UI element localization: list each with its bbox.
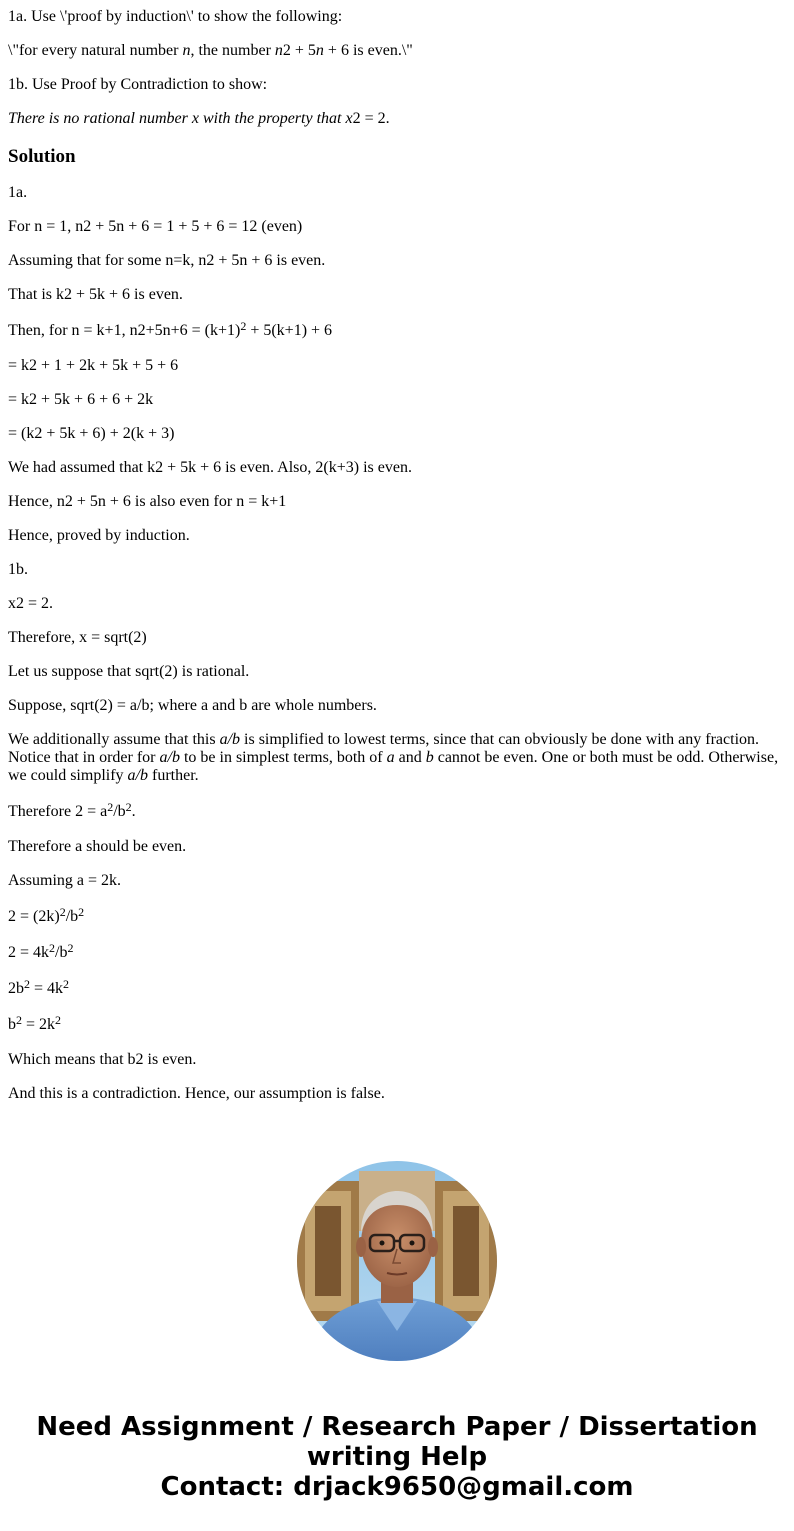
footer-contact-email: Contact: drjack9650@gmail.com xyxy=(160,1472,634,1502)
part-a-line: Then, for n = k+1, $n2+5n+6 = (k+1)^2 + 5(k+1) + 6$ xyxy=(8,319,333,339)
part-b-paragraph: We additionally assume that this a/b is simplified to lowest terms, since that can obviously be done with any fraction. Notice that in order for a/b to be in simplest terms, both of a and b cannot be even. One or both must be odd. Otherwise, we could simplify a/b further. xyxy=(8,731,779,784)
part-b-line: Let us suppose that sqrt(2) is rational. xyxy=(8,663,250,680)
author-portrait-image xyxy=(297,1161,497,1361)
part-b-line: $2 = 4k^2/b^2$ xyxy=(8,941,74,961)
part-b-line: Assuming a = 2k. xyxy=(8,872,122,889)
part-a-line: Assuming that for some n=k, n2 + 5n + 6 is even. xyxy=(8,252,326,269)
part-a-line: = k2 + 5k + 6 + 6 + 2k xyxy=(8,391,154,408)
part-b-line: Suppose, sqrt(2) = a/b; where a and b are whole numbers. xyxy=(8,697,377,714)
part-a-line: Hence, n2 + 5n + 6 is also even for n = k+1 xyxy=(8,493,287,510)
part-b-label: 1b. xyxy=(8,561,28,578)
part-a-line: Hence, proved by induction. xyxy=(8,527,190,544)
question-1b-statement: There is no rational number x with the property that x2 = 2. xyxy=(8,110,390,127)
part-a-line: For n = 1, n2 + 5n + 6 = 1 + 5 + 6 = 12 (even) xyxy=(8,218,303,235)
part-a-line: That is k2 + 5k + 6 is even. xyxy=(8,286,183,303)
part-b-line: Therefore a should be even. xyxy=(8,838,187,855)
part-a-line: We had assumed that k2 + 5k + 6 is even. Also, 2(k+3) is even. xyxy=(8,459,412,476)
question-1a-intro: 1a. Use \'proof by induction\' to show the following: xyxy=(8,8,343,25)
footer-line: Need Assignment / Research Paper / Dissertation xyxy=(36,1412,758,1442)
author-photo xyxy=(297,1161,497,1361)
document-body xyxy=(0,8,794,1103)
question-1b-intro: 1b. Use Proof by Contradiction to show: xyxy=(8,76,268,93)
question-1a-statement: \"for every natural number n, the number n2 + 5n + 6 is even.\" xyxy=(8,42,413,59)
part-b-line: Therefore $2 = a^2/b^2$. xyxy=(8,800,136,820)
part-b-line: x2 = 2. xyxy=(8,595,54,612)
part-b-line: And this is a contradiction. Hence, our assumption is false. xyxy=(8,1085,385,1102)
part-b-line: $b^2 = 2k^2$ xyxy=(8,1013,62,1033)
part-a-line: = (k2 + 5k + 6) + 2(k + 3) xyxy=(8,425,175,442)
part-a-label: 1a. xyxy=(8,184,28,201)
part-b-line: $2 = (2k)^2/b^2$ xyxy=(8,905,85,925)
solution-heading: Solution xyxy=(8,146,76,167)
part-b-line: Which means that b2 is even. xyxy=(8,1051,197,1068)
footer-contact xyxy=(0,1412,794,1502)
part-a-line: = k2 + 1 + 2k + 5k + 5 + 6 xyxy=(8,357,179,374)
footer-line: writing Help xyxy=(306,1442,488,1472)
part-b-line: $2b^2 = 4k^2$ xyxy=(8,977,70,997)
part-b-line: Therefore, x = sqrt(2) xyxy=(8,629,147,646)
